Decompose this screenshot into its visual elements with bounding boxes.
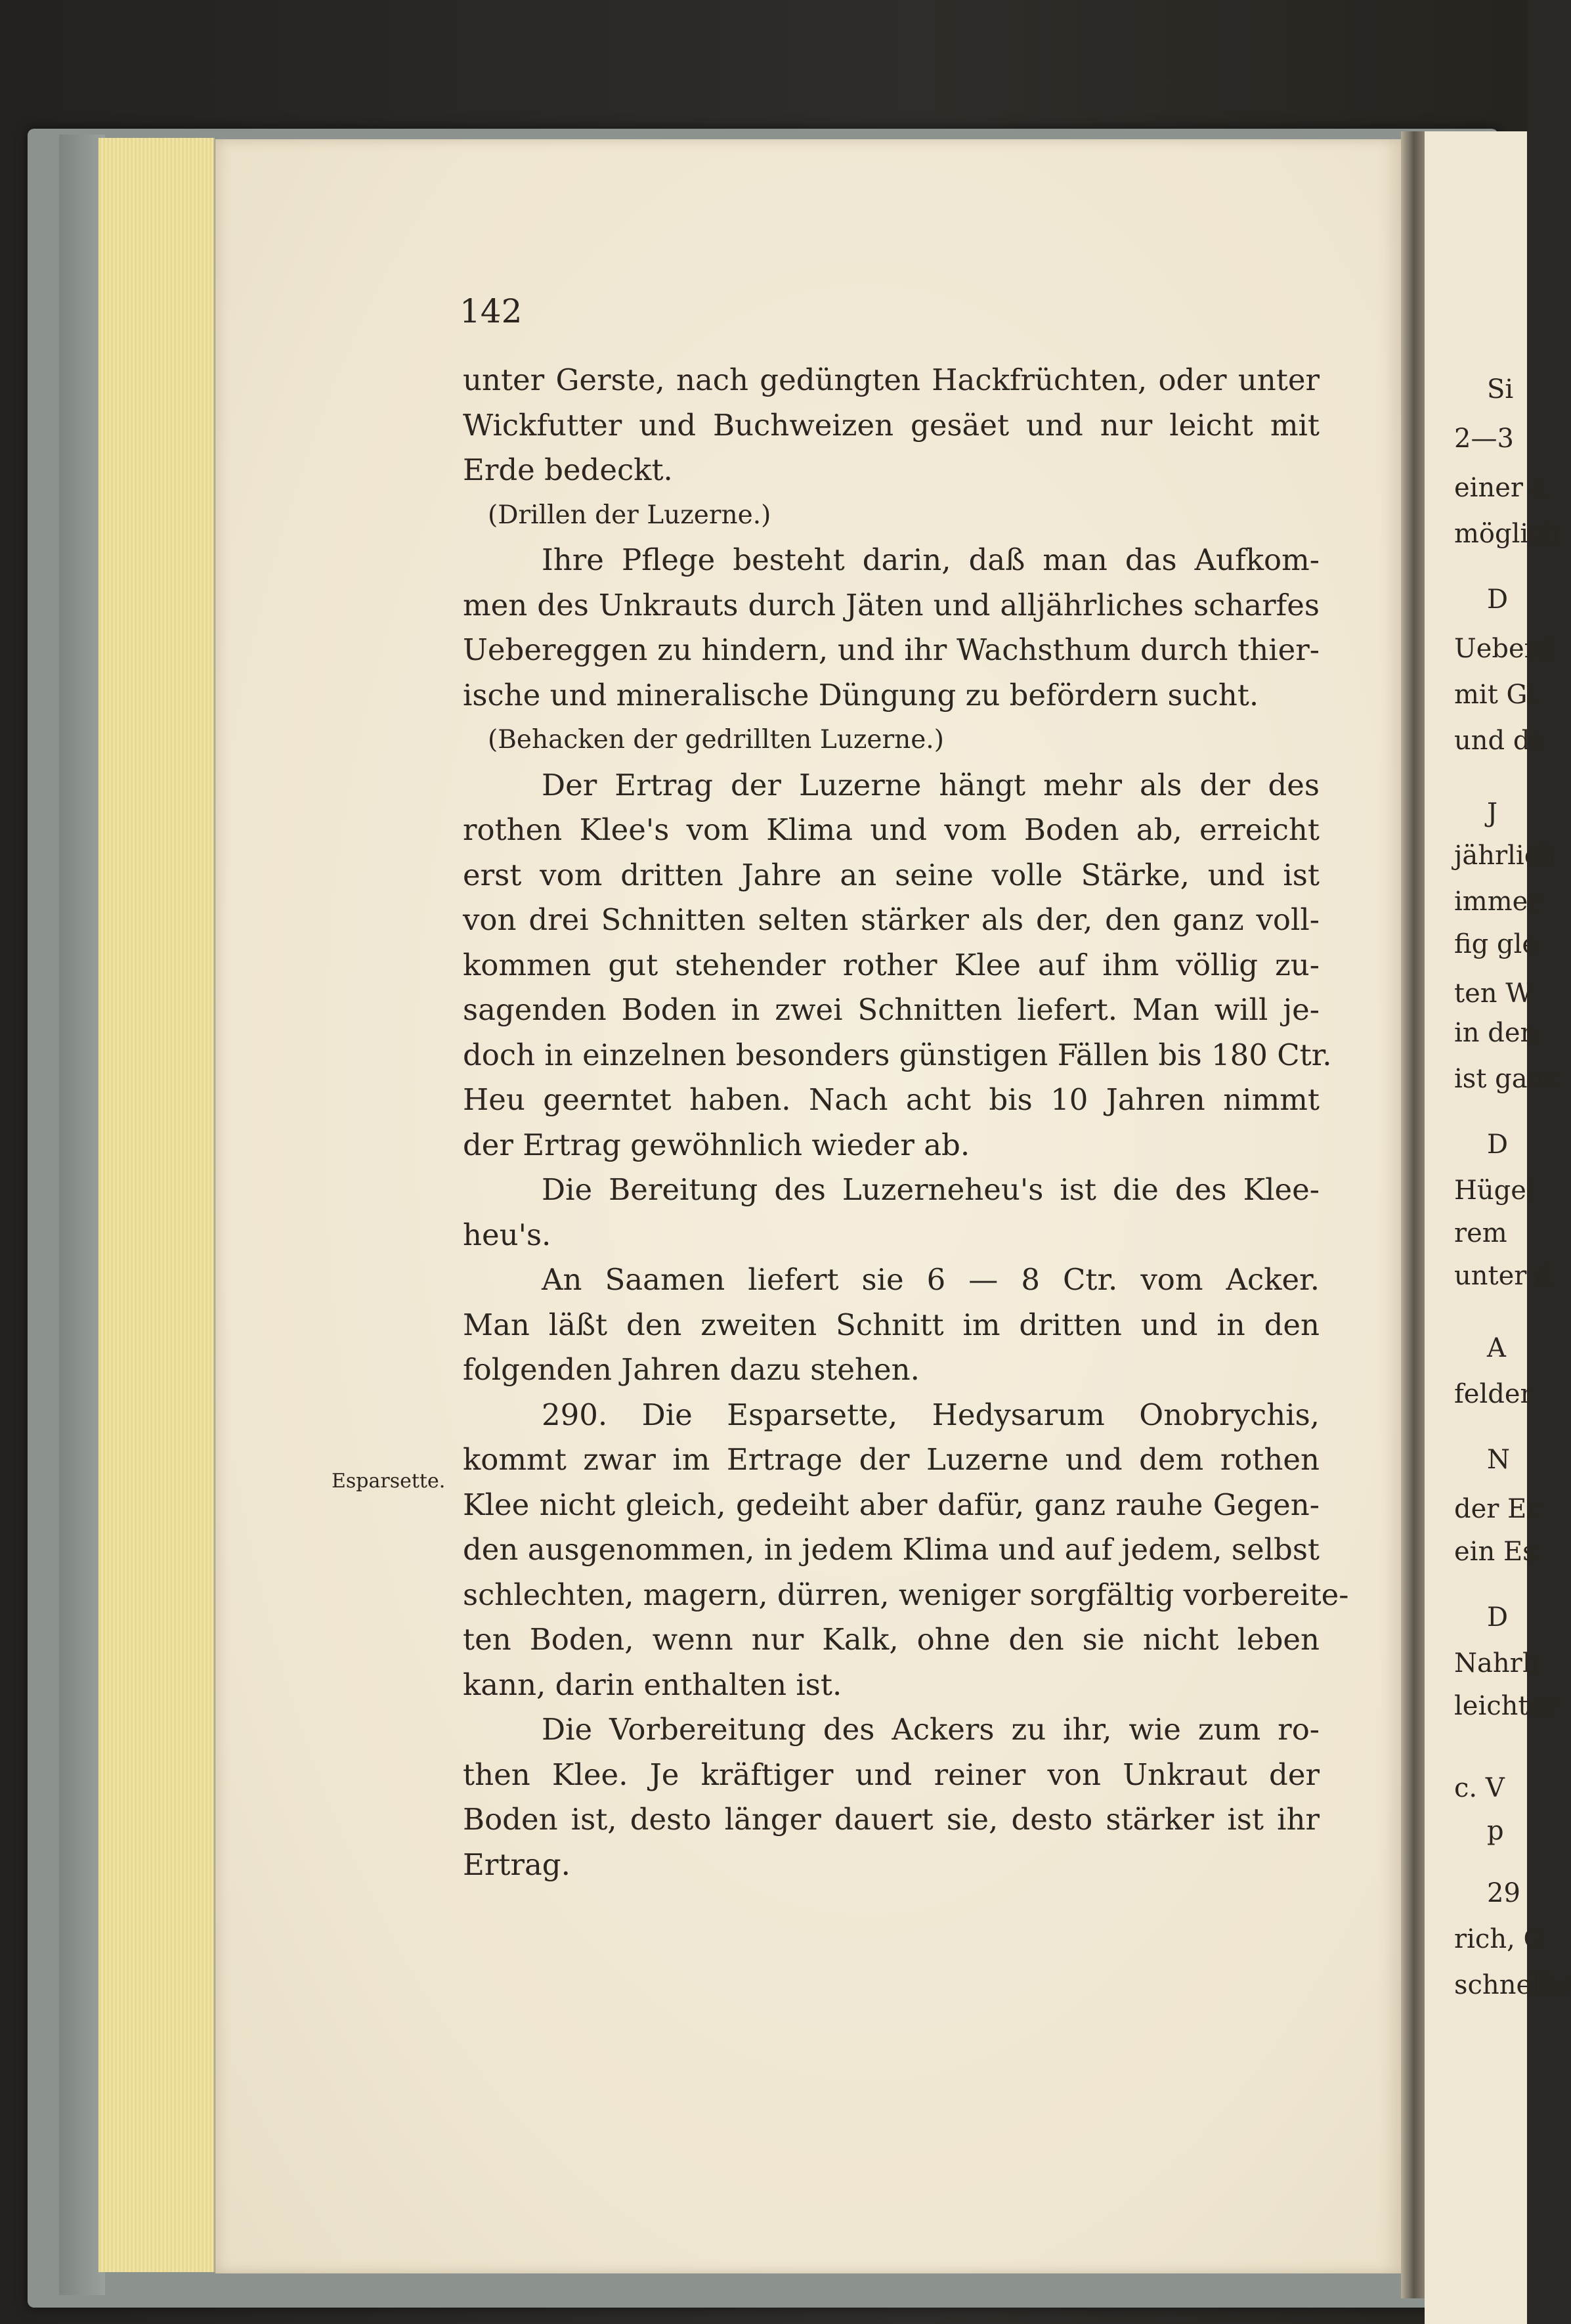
figure-caption: (Behacken der gedrillten Luzerne.) — [488, 725, 944, 755]
text-line: der Ertrag gewöhnlich wieder ab. — [463, 1127, 970, 1162]
text-line: kommt zwar im Ertrage der Luzerne und dem rothen — [463, 1442, 1320, 1477]
text-line: Heu geerntet haben. Nach acht bis 10 Jahren nimmt — [463, 1082, 1320, 1117]
next-page-text-fragment: ein Es — [1454, 1537, 1536, 1567]
next-page-text-fragment: D — [1487, 1602, 1509, 1633]
next-page-text-fragment: 2—3 — [1454, 424, 1514, 454]
text-line: Erde bedeckt. — [463, 452, 673, 487]
text-line: Wickfutter und Buchweizen gesäet und nur leicht mit — [463, 407, 1320, 443]
text-line: von drei Schnitten selten stärker als der, den ganz voll- — [463, 902, 1320, 937]
page-body-text — [463, 358, 1349, 1887]
text-line: doch in einzelnen besonders günstigen Fällen bis 180 Ctr. — [463, 1037, 1332, 1072]
right-page-fragment — [1425, 131, 1571, 2324]
text-line: unter Gerste, nach gedüngten Hackfrüchten, oder unter — [463, 362, 1320, 397]
next-page-text-fragment: A — [1487, 1333, 1506, 1363]
book-gutter — [1401, 131, 1425, 2298]
next-page-text-fragment: Nahrh — [1454, 1648, 1539, 1678]
text-line: Ertrag. — [463, 1847, 570, 1882]
next-page-text-fragment: der Er — [1454, 1494, 1539, 1524]
page-edges — [98, 138, 215, 2272]
next-page-text-fragment: immer — [1454, 887, 1541, 917]
text-line: sagenden Boden in zwei Schnitten liefert. Man will je- — [463, 992, 1320, 1027]
next-page-text-fragment: Si — [1487, 374, 1514, 405]
next-page-text-fragment: rich, G — [1454, 1924, 1545, 1954]
text-line: Die Vorbereitung des Ackers zu ihr, wie zum ro- — [542, 1712, 1320, 1747]
next-page-text-fragment: Hügel — [1454, 1175, 1535, 1206]
next-page-text-fragment: Ueberd — [1454, 634, 1554, 664]
text-line: An Saamen liefert sie 6 — 8 Ctr. vom Acker. — [542, 1262, 1320, 1297]
next-page-text-fragment: rem — [1454, 1218, 1507, 1248]
text-line: ten Boden, wenn nur Kalk, ohne den sie nicht leben — [463, 1622, 1320, 1657]
next-page-text-fragment: D — [1487, 584, 1509, 615]
text-line: schlechten, magern, dürren, weniger sorgfältig vorbereite- — [463, 1577, 1349, 1612]
next-page-text-fragment: 29 — [1487, 1878, 1520, 1908]
next-page-text-fragment: unter d — [1454, 1261, 1552, 1291]
next-page-text-fragment: fig gle — [1454, 929, 1538, 959]
text-line: men des Unkrauts durch Jäten und alljährliches scharfes — [463, 587, 1320, 623]
text-line: ische und mineralische Düngung zu befördern sucht. — [463, 677, 1259, 713]
margin-note: Esparsette. — [332, 1470, 446, 1493]
text-line: Klee nicht gleich, gedeiht aber dafür, ganz rauhe Gegen- — [463, 1487, 1320, 1522]
text-line: folgenden Jahren dazu stehen. — [463, 1352, 920, 1387]
figure-caption: (Drillen der Luzerne.) — [488, 500, 771, 530]
next-page-text-fragment: möglich — [1454, 519, 1560, 549]
text-line: 290. Die Esparsette, Hedysarum Onobrychis, — [542, 1397, 1320, 1432]
next-page-text-fragment: J — [1487, 798, 1498, 828]
next-page-text-fragment: einer a — [1454, 473, 1547, 503]
text-line: Der Ertrag der Luzerne hängt mehr als der des — [542, 767, 1320, 802]
text-line: Die Bereitung des Luzerneheu's ist die des Klee- — [542, 1172, 1320, 1207]
text-line: then Klee. Je kräftiger und reiner von Unkraut der — [463, 1757, 1320, 1792]
next-page-text-fragment: in den — [1454, 1018, 1538, 1048]
text-line: kommen gut stehender rother Klee auf ihm völlig zu- — [463, 947, 1320, 982]
text-line: den ausgenommen, in jedem Klima und auf jedem, selbst — [463, 1532, 1320, 1567]
next-page-text-fragment: mit Gi — [1454, 680, 1536, 710]
next-page-text-fragment: p — [1487, 1816, 1504, 1846]
text-line: Ihre Pflege besteht darin, daß man das Aufkom- — [542, 542, 1320, 577]
page-number: 142 — [460, 292, 523, 330]
text-line: kann, darin enthalten ist. — [463, 1667, 842, 1702]
next-page-text-fragment: c. V — [1454, 1773, 1505, 1803]
next-page-text-fragment: D — [1487, 1129, 1509, 1160]
next-page-text-fragment: felder — [1454, 1379, 1533, 1409]
next-page-text-fragment: schnellw — [1454, 1970, 1571, 2000]
next-page-text-fragment: und de — [1454, 726, 1546, 756]
next-page-text-fragment: ist ganz — [1454, 1064, 1559, 1094]
next-page-text-fragment: N — [1487, 1445, 1510, 1475]
next-page-text-fragment: jährlich — [1454, 841, 1556, 871]
text-line: Boden ist, desto länger dauert sie, desto stärker ist ihr — [463, 1802, 1320, 1837]
text-line: rothen Klee's vom Klima und vom Boden ab, erreicht — [463, 812, 1320, 847]
text-line: heu's. — [463, 1217, 551, 1252]
text-line: Uebereggen zu hindern, und ihr Wachsthum durch thier- — [463, 632, 1320, 667]
text-line: erst vom dritten Jahre an seine volle Stärke, und ist — [463, 857, 1320, 892]
next-page-text-fragment: leichter — [1454, 1691, 1557, 1721]
text-line: Man läßt den zweiten Schnitt im dritten und in den — [463, 1307, 1320, 1342]
next-page-text-fragment: ten W — [1454, 978, 1533, 1009]
